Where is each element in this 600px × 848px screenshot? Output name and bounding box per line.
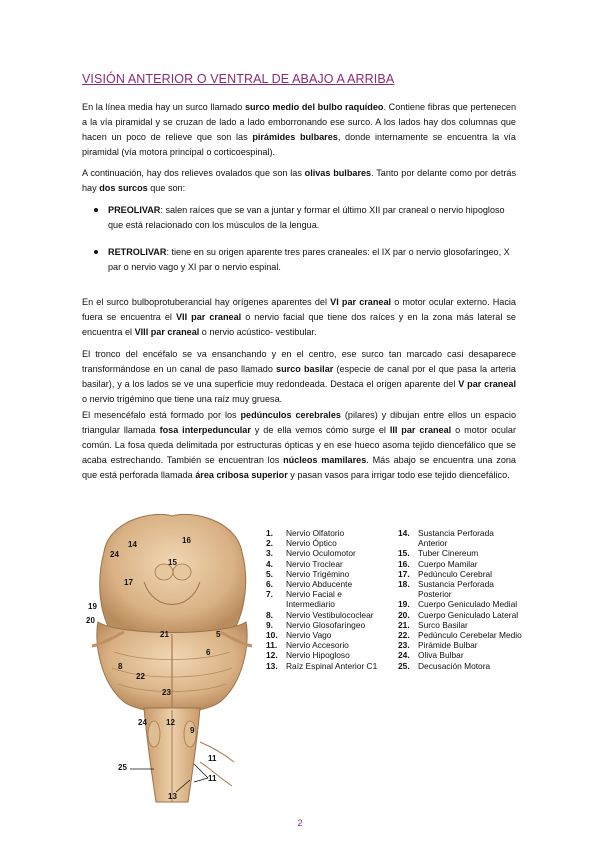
p2-text-d: que son: xyxy=(147,183,186,193)
legend-row xyxy=(266,589,394,599)
legend-text: Nervio Trigémino xyxy=(286,568,350,579)
p2-bold-1: olivas bulbares xyxy=(304,168,372,178)
legend-num: 12. xyxy=(266,650,278,661)
legend-num: 5. xyxy=(266,568,273,579)
legend-num: 3. xyxy=(266,548,273,559)
legend-text: Nervio Troclear xyxy=(286,558,343,569)
figure-label: 17 xyxy=(124,578,133,587)
bullet-2-text: : tiene en su origen aparente tres pares craneales: el IX par o nervio glosofaríngeo, X par o nervio vago y XI par o nervio espinal. xyxy=(108,247,510,272)
p5-text-a: El mesencéfalo está formado por los xyxy=(82,410,241,420)
legend-text: Anterior xyxy=(418,538,448,549)
legend-row xyxy=(398,548,538,558)
legend-row xyxy=(398,650,538,660)
legend-num: 9. xyxy=(266,619,273,630)
p5-text-d: y de ella vemos cómo surge el xyxy=(250,425,390,435)
p2-text-a: A continuación, hay dos relieves ovalados que son las xyxy=(82,168,305,178)
legend-text: Decusación Motora xyxy=(418,660,491,671)
p3-bold-2: VII par craneal xyxy=(175,312,242,322)
legend-text: Sustancia Perforada xyxy=(418,528,494,538)
legend-text: Nervio Oculomotor xyxy=(286,548,356,559)
p5-text-g: y pasan vasos para irrigar todo ese tejido diencefálico. xyxy=(287,470,510,480)
p5-bold-5: área cribosa superior xyxy=(195,470,288,480)
legend-text: Nervio Vestibulococlear xyxy=(286,609,374,620)
legend-row xyxy=(266,661,394,671)
legend-num: 17. xyxy=(398,568,410,579)
paragraph-surco-medio xyxy=(82,100,516,160)
legend-text: Pedúnculo Cerebral xyxy=(418,568,493,579)
p5-bold-3: III par craneal xyxy=(389,425,452,435)
p1-text-a: En la línea media hay un surco llamado xyxy=(82,102,245,112)
p5-bold-1: pedúnculos cerebrales xyxy=(240,410,341,420)
legend-text: Cuerpo Geniculado Lateral xyxy=(418,609,519,620)
legend-text: Pirámide Bulbar xyxy=(418,640,478,651)
legend-text: Oliva Bulbar xyxy=(418,650,464,661)
legend-row xyxy=(266,640,394,650)
p1-bold-1: surco medio del bulbo raquídeo xyxy=(244,102,384,112)
legend-row xyxy=(266,650,394,660)
legend-text: Raíz Espinal Anterior C1 xyxy=(286,660,378,671)
legend-row xyxy=(266,528,394,538)
legend-row xyxy=(398,559,538,569)
legend-num: 16. xyxy=(398,558,410,569)
legend-num: 15. xyxy=(398,548,410,559)
section-heading: VISIÓN ANTERIOR O VENTRAL DE ABAJO A ARRIBA xyxy=(82,72,395,86)
legend-row xyxy=(266,630,394,640)
legend-num: 18. xyxy=(398,579,410,590)
figure-label: 20 xyxy=(86,616,95,625)
legend-num: 19. xyxy=(398,599,410,610)
p3-text-a: En el surco bulboprotuberancial hay orígenes aparentes del xyxy=(82,297,331,307)
figure-label: 19 xyxy=(88,602,97,611)
paragraph-surco-bulboprotuberancial xyxy=(82,295,516,340)
legend-row xyxy=(266,569,394,579)
legend-row xyxy=(398,599,538,609)
legend-num: 4. xyxy=(266,558,273,569)
p3-bold-3: VIII par craneal xyxy=(134,327,200,337)
legend-num: 14. xyxy=(398,528,410,538)
legend-text: Nervio Accesorio xyxy=(286,640,349,651)
legend-row xyxy=(398,640,538,650)
legend-num xyxy=(398,538,418,548)
figure-label: 21 xyxy=(160,630,169,639)
p1-text-c: . Contiene fibras que pertenecen a la vía piramidal y se cruzan de lado a lado emborronando ese surco. A los lados hay dos columnas que hacen un poco de relieve que son las xyxy=(82,102,517,142)
figure-label: 24 xyxy=(110,550,119,559)
p4-text-d: o nervio trigémino que tiene una raíz muy gruesa. xyxy=(82,394,283,404)
legend-text: Cuerpo Mamilar xyxy=(418,558,478,569)
paragraph-tronco-encefalo xyxy=(82,347,516,407)
legend-row xyxy=(266,538,394,548)
figure-label: 24 xyxy=(138,718,147,727)
p4-text-a: El tronco del encéfalo se va ensanchando y en el centro, ese surco tan marcado casi desaparece transformándose en un canal de paso llamado xyxy=(82,349,516,374)
figure-label: 11 xyxy=(208,774,217,783)
legend-num: 13. xyxy=(266,660,278,671)
legend-right xyxy=(398,528,538,671)
p5-bold-4: núcleos mamilares xyxy=(283,455,367,465)
legend-text: Cuerpo Geniculado Medial xyxy=(418,599,518,610)
legend-num: 2. xyxy=(266,538,273,549)
figure-label: 5 xyxy=(216,630,221,639)
legend-row xyxy=(398,538,538,548)
p3-text-d: o nervio facial que tiene dos raíces y en la zona más lateral se encuentra el xyxy=(82,312,516,337)
legend-text: Nervio Facial e xyxy=(286,589,342,600)
figure-label: 9 xyxy=(190,726,195,735)
legend-row xyxy=(398,579,538,589)
legend-num: 20. xyxy=(398,609,410,620)
legend-row xyxy=(398,610,538,620)
bullet-dot xyxy=(94,208,98,212)
legend-num: 23. xyxy=(398,640,410,651)
p5-text-f: . Más abajo se encuentra una zona que está perforada llamada xyxy=(82,455,516,480)
legend-row xyxy=(266,548,394,558)
bullet-2-bold: RETROLIVAR xyxy=(108,247,167,257)
legend-text: Nervio Abducente xyxy=(286,579,353,590)
figure-label: 15 xyxy=(168,558,177,567)
paragraph-olivas xyxy=(82,166,516,196)
bullet-preolivar xyxy=(94,203,516,233)
legend-row xyxy=(266,620,394,630)
figure-label: 13 xyxy=(168,792,177,801)
p1-bold-2: pirámides bulbares xyxy=(252,132,338,142)
p2-bold-2: dos surcos xyxy=(99,183,148,193)
legend-row xyxy=(398,528,538,538)
p5-bold-2: fosa interpeduncular xyxy=(159,425,251,435)
legend-left xyxy=(266,528,394,671)
legend-text: Posterior xyxy=(418,589,452,600)
legend-text: Surco Basilar xyxy=(418,619,468,630)
bullet-1-text: : salen raíces que se van a juntar y formar el último XII par craneal o nervio hipogloso que está relacionado con los músculos de la lengua. xyxy=(108,205,505,230)
bullet-dot xyxy=(94,250,98,254)
legend-text: Nervio Vago xyxy=(286,630,332,641)
legend-text: Tuber Cinereum xyxy=(418,548,479,559)
legend-num: 1. xyxy=(266,528,273,538)
legend-num: 24. xyxy=(398,650,410,661)
legend-text: Pedúnculo Cerebelar Medio xyxy=(418,630,522,641)
legend-row xyxy=(266,579,394,589)
legend-num: 6. xyxy=(266,579,273,590)
bullet-retrolivar xyxy=(94,245,516,275)
legend-text: Nervio Hipogloso xyxy=(286,650,350,661)
figure-label: 25 xyxy=(118,763,127,772)
legend-row xyxy=(266,559,394,569)
figure-label: 23 xyxy=(162,688,171,697)
figure-label: 16 xyxy=(182,536,191,545)
legend-text: Nervio Glosofaríngeo xyxy=(286,619,366,630)
legend-text: Nervio Olfatorio xyxy=(286,528,345,538)
legend-row xyxy=(266,610,394,620)
figure-label: 12 xyxy=(166,718,175,727)
legend-row xyxy=(398,661,538,671)
legend-num xyxy=(398,589,418,599)
legend-text: Intermediario xyxy=(286,599,335,610)
legend-num: 10. xyxy=(266,630,278,641)
figure-label: 22 xyxy=(136,672,145,681)
legend-num: 25. xyxy=(398,660,410,671)
p3-text-c: o motor ocular externo. Hacia fuera se encuentra el xyxy=(82,297,516,322)
legend-text: Nervio Óptico xyxy=(286,538,337,549)
legend-text: Sustancia Perforada xyxy=(418,579,494,590)
p3-bold-1: VI par craneal xyxy=(330,297,392,307)
legend-num xyxy=(266,599,286,609)
p4-text-c: (especie de canal por el que pasa la arteria basilar), y a los lados se ve una superficie muy redondeada. Destaca el origen aparente del xyxy=(82,364,516,389)
legend-row xyxy=(266,599,394,609)
bullet-1-bold: PREOLIVAR xyxy=(108,205,161,215)
legend-row xyxy=(398,589,538,599)
paragraph-mesencefalo xyxy=(82,408,516,483)
legend-num: 22. xyxy=(398,630,410,641)
figure-label: 14 xyxy=(128,540,137,549)
p5-text-c: (pilares) y dibujan entre ellos un espacio triangular llamada xyxy=(82,410,517,435)
brainstem-figure xyxy=(84,512,260,812)
p5-text-e: o motor ocular común. La fosa queda delimitada por estructuras ópticas y en ese hueco asoma tejido diencefálico que se acaba estrechando. También se encuentran los xyxy=(82,425,516,465)
figure-label: 11 xyxy=(208,754,217,763)
legend-row xyxy=(398,630,538,640)
legend-num: 8. xyxy=(266,609,273,620)
p1-text-d: , donde internamente se encuentra la vía piramidal (vía motora principal o corticoespinal). xyxy=(82,132,516,157)
figure-label: 6 xyxy=(206,648,211,657)
p2-text-c: . Tanto por delante como por detrás hay xyxy=(82,168,516,193)
legend-row xyxy=(398,620,538,630)
p3-text-e: o nervio acústico- vestibular. xyxy=(199,327,317,337)
legend-num: 7. xyxy=(266,589,273,600)
figure-label: 8 xyxy=(118,662,123,671)
legend-row xyxy=(398,569,538,579)
p4-bold-1: surco basilar xyxy=(276,364,334,374)
page-number: 2 xyxy=(297,818,303,828)
p4-bold-2: V par craneal xyxy=(458,379,517,389)
legend-num: 21. xyxy=(398,619,410,630)
legend-num: 11. xyxy=(266,640,278,651)
